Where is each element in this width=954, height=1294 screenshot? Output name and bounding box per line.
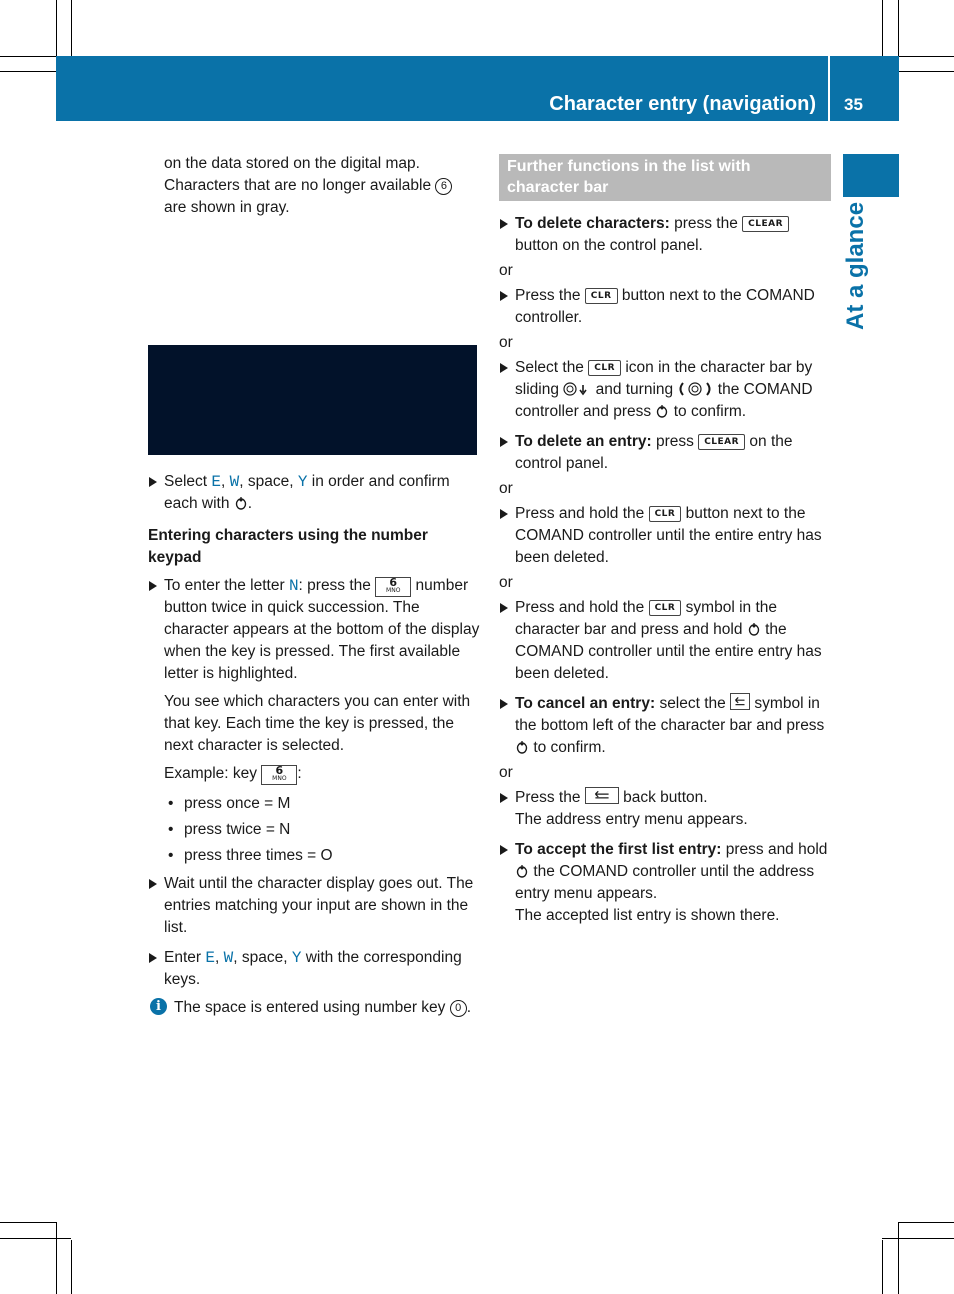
info-icon: i: [150, 998, 167, 1015]
clear-key-icon: CLEAR: [742, 216, 789, 232]
slide-controller-down-icon: [563, 382, 591, 396]
display-screenshot-image: [148, 233, 477, 455]
info-note: [148, 997, 480, 1019]
step-text: , space,: [239, 473, 294, 490]
step-text: the COMAND controller until the address entry menu appears.: [515, 863, 815, 902]
crop-mark: [0, 1238, 71, 1239]
press-controller-icon: [655, 404, 669, 418]
intro-paragraph: [148, 153, 480, 219]
step-text: symbol in the character bar and press and hold: [515, 599, 777, 638]
step-text: To enter the letter: [164, 577, 285, 594]
info-text: The space is entered using number key: [174, 999, 446, 1016]
crop-mark: [0, 1222, 56, 1223]
letter-w: W: [223, 949, 234, 967]
step-text: The accepted list entry is shown there.: [515, 907, 780, 924]
list-item: • press twice = N: [164, 819, 480, 841]
key-letters: MNO: [272, 775, 287, 782]
key-letters: MNO: [386, 587, 401, 594]
or-separator: or: [499, 262, 513, 279]
press-controller-icon: [515, 864, 529, 878]
instruction-step: [499, 693, 831, 759]
bullet-list: [148, 793, 480, 867]
callout-marker: 6: [435, 178, 452, 195]
step-text: in order and confirm each with: [164, 473, 450, 512]
intro-line: [164, 175, 480, 197]
instruction-step: Enter E, W, space, Y with the corresponding keys.: [148, 947, 480, 991]
press-controller-icon: [234, 496, 248, 510]
step-text: Press the: [515, 789, 581, 806]
screenshot-upper-area: [148, 233, 477, 345]
letter-y: Y: [291, 949, 302, 967]
instruction-step: [499, 787, 831, 831]
step-label: To delete characters:: [515, 215, 670, 232]
step-text: with the corresponding keys.: [164, 949, 462, 988]
crop-mark: [71, 1240, 72, 1294]
crop-mark: [882, 1238, 954, 1239]
left-column: [148, 153, 480, 1019]
press-controller-icon: [747, 622, 761, 636]
letter-e: E: [211, 473, 222, 491]
step-text: : press the: [298, 577, 371, 594]
crop-mark: [898, 1222, 954, 1223]
instruction-step: Wait until the character display goes out. The entries matching your input are shown in the list.: [148, 873, 480, 939]
example-colon: :: [297, 765, 302, 782]
step-text: Select the: [515, 359, 584, 376]
letter-n: N: [288, 577, 299, 595]
instruction-step: [499, 597, 831, 685]
step-text: press and hold: [725, 841, 828, 858]
crop-mark: [0, 56, 56, 57]
crop-mark: [898, 0, 899, 56]
screenshot-display-area: [148, 345, 477, 455]
section-heading: Further functions in the list with character bar: [499, 154, 831, 201]
step-text: to confirm.: [673, 403, 747, 420]
instruction-step: [499, 431, 831, 475]
step-text: The address entry menu appears.: [515, 811, 748, 828]
or-separator: or: [499, 574, 513, 591]
intro-text: Characters that are no longer available: [164, 177, 432, 194]
step-text: .: [247, 495, 253, 512]
or-separator: or: [499, 764, 513, 781]
crop-mark: [882, 1240, 883, 1294]
instruction-step: [499, 503, 831, 569]
instruction-step: [499, 213, 831, 257]
step-text: the COMAND controller and press: [515, 381, 813, 420]
step-text: to confirm.: [533, 739, 606, 756]
crop-mark: [898, 1222, 899, 1294]
letter-w: W: [229, 473, 240, 491]
crop-mark: [899, 71, 954, 72]
step-text: number button twice in quick succession. The character appears at the bottom of the display when the key is pressed. The first available letter is highlighted.: [164, 577, 480, 682]
step-text: button on the control panel.: [515, 237, 703, 254]
press-controller-icon: [515, 740, 529, 754]
intro-line: on the data stored on the digital map.: [164, 155, 420, 172]
key-digit: 6: [275, 764, 284, 777]
step-text: symbol in the bottom left of the character bar and press: [515, 695, 825, 734]
or-separator: or: [499, 480, 513, 497]
instruction-step: [499, 357, 831, 423]
crop-mark: [56, 0, 57, 56]
list-item: • press once = M: [164, 793, 480, 815]
callout-marker: 0: [450, 1000, 467, 1017]
example-label: Example: key: [164, 765, 258, 782]
letter-e: E: [205, 949, 215, 967]
step-text: on the control panel.: [515, 433, 793, 472]
turn-controller-icon: [677, 382, 713, 396]
list-item: • press three times = O: [164, 845, 480, 867]
step-text: Enter: [164, 949, 202, 966]
step-text: Press the: [515, 287, 581, 304]
instruction-step: [148, 575, 480, 685]
instruction-step: Select E, W, space, Y in order and confirm each with .: [148, 471, 480, 515]
step-label: To accept the first list entry:: [515, 841, 722, 858]
step-text: button next to the COMAND controller.: [515, 287, 815, 326]
crop-mark: [56, 1222, 57, 1294]
crop-mark: [899, 56, 954, 57]
header-divider: [828, 56, 830, 121]
subheading: Entering characters using the number keypad: [148, 527, 428, 566]
step-text: press the: [674, 215, 738, 232]
or-separator: or: [499, 334, 513, 351]
right-column: [499, 154, 831, 927]
section-tab-marker: [843, 154, 899, 197]
crop-mark: [71, 0, 72, 56]
clr-key-icon: CLR: [585, 288, 618, 304]
crop-mark: [882, 0, 883, 56]
step-text: icon in the character bar by sliding: [515, 359, 813, 398]
step-text: Select: [164, 473, 208, 490]
number-key-6-icon: [261, 765, 297, 785]
back-button-icon: [585, 787, 619, 804]
section-tab-label: At a glance: [842, 201, 869, 330]
instruction-step: [499, 839, 831, 927]
letter-y: Y: [297, 473, 308, 491]
step-text: , space,: [233, 949, 288, 966]
step-label: To cancel an entry:: [515, 695, 656, 712]
back-symbol-icon: [730, 693, 750, 710]
paragraph: You see which characters you can enter with that key. Each time the key is pressed, the next character is selected.: [164, 693, 471, 754]
page-number: 35: [844, 95, 863, 114]
step-text: press: [655, 433, 694, 450]
page-title: Character entry (navigation): [549, 93, 816, 115]
intro-line: are shown in gray.: [164, 199, 290, 216]
clr-key-icon: CLR: [588, 360, 621, 376]
example-line: [148, 763, 480, 785]
instruction-step: [499, 285, 831, 329]
step-label: To delete an entry:: [515, 433, 652, 450]
step-text: back button.: [623, 789, 708, 806]
clr-key-icon: CLR: [649, 506, 682, 522]
step-text: and turning: [595, 381, 674, 398]
info-text: .: [466, 999, 472, 1016]
crop-mark: [0, 71, 56, 72]
step-text: select the: [659, 695, 726, 712]
step-text: the COMAND controller until the entire entry has been deleted.: [515, 621, 822, 682]
number-key-6-icon: [375, 577, 411, 597]
step-text: button next to the COMAND controller until the entire entry has been deleted.: [515, 505, 822, 566]
clr-key-icon: CLR: [649, 600, 682, 616]
clear-key-icon: CLEAR: [698, 434, 745, 450]
step-text: Press and hold the: [515, 599, 645, 616]
key-digit: 6: [389, 576, 398, 589]
step-text: Press and hold the: [515, 505, 645, 522]
